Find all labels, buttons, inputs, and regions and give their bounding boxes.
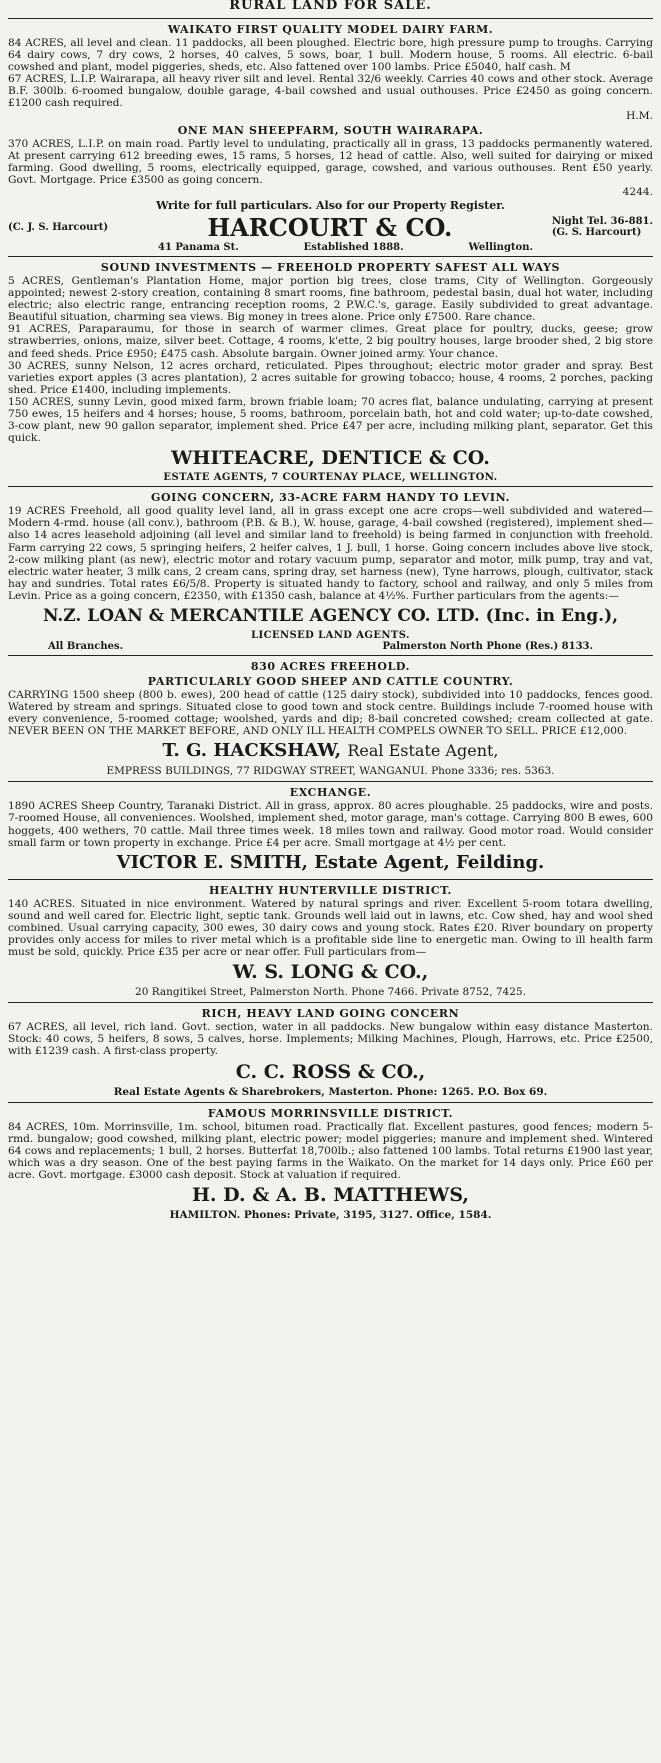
agent-address: EMPRESS BUILDINGS, 77 RIDGWAY STREET, WANGANUI. Phone 3336; res. 5363. bbox=[106, 765, 555, 778]
ad-long bbox=[8, 880, 653, 1003]
agent-role: Real Estate Agent, bbox=[347, 741, 499, 761]
listing-text: 19 ACRES Freehold, all good quality level land, all in grass except one acre crops—well subdivided and watered—Modern 4-rmd. house (all conv.), bathroom (P.B. & B.), W. house, garage, 4-bail cowshed (registered), implement shed—also 14 acres leasehold adjoining (all level and similar land to freehold) is being farmed in conjunction with freehold. Farm carrying 22 cows, 5 springing heifers, 2 heifer calves, 1 J. bull, 1 horse. Going concern includes above live stock, 2-cow milking plant (as new), electric motor and rotary vacuum pump, separator and motor, milk pump, tray and vat, electric water heater, 3 milk cans, 2 cream cans, spring dray, set harness (new), Tyne harrows, plough, cultivator, stack hay and sundries. Total rates £6/5/8. Property is situated handy to factory, school and railway, and only 5 miles from Levin. Price as a going concern, £2350, with £1350 cash, balance at 4½%. Further particulars from the agents:— bbox=[8, 505, 653, 602]
ad-heading: ONE MAN SHEEPFARM, SOUTH WAIRARAPA. bbox=[177, 123, 484, 137]
agent-name: C. C. ROSS & CO., bbox=[235, 1060, 426, 1083]
agent-contact-row bbox=[8, 641, 653, 652]
agent-partner: (G. S. Harcourt) bbox=[551, 227, 642, 239]
agent-name: WHITEACRE, DENTICE & CO. bbox=[171, 447, 490, 470]
agent-address: 41 Panama St. bbox=[158, 241, 239, 253]
agent-address: Real Estate Agents & Sharebrokers, Masterton. Phone: 1265. P.O. Box 69. bbox=[113, 1085, 548, 1098]
agent-name: HARCOURT & CO. bbox=[207, 212, 453, 242]
listing-text: 91 ACRES, Paraparaumu, for those in search of warmer climes. Great place for poultry, ducks, geese; grow strawberries, onions, maize, silver beet. Cottage, 4 rooms, k'ette, 2 big poultry houses, large brooder shed, 2 big store and feed sheds. Price £950; £475 cash. Absolute bargain. Owner joined army. Your chance. bbox=[8, 323, 653, 360]
agent-address: ESTATE AGENTS, 7 COURTENAY PLACE, WELLINGTON. bbox=[163, 472, 498, 484]
agent-name: N.Z. LOAN & MERCANTILE AGENCY CO. LTD. (Inc. in Eng.), bbox=[42, 606, 619, 626]
ad-matthews bbox=[8, 1103, 653, 1225]
ad-harcourt bbox=[8, 18, 653, 257]
agent-address: HAMILTON. Phones: Private, 3195, 3127. Office, 1584. bbox=[169, 1208, 492, 1221]
listing-ref: H.M. bbox=[626, 109, 653, 122]
ad-heading: FAMOUS MORRINSVILLE DISTRICT. bbox=[207, 1106, 454, 1120]
listing-text: 1890 ACRES Sheep Country, Taranaki District. All in grass, approx. 80 acres ploughable. 25 paddocks, wire and posts. 7-roomed House, all conveniences. Woolshed, implement shed, motor garage, man's cottage. Carrying 800 B ewes, 600 hoggets, 400 wethers, 70 cattle. Mail three times week. 18 miles town and railway. Good motor road. Would consider small farm or town property in exchange. Price £4 per acre. Small mortgage at 4½ per cent. bbox=[8, 800, 653, 849]
agent-subtitle: LICENSED LAND AGENTS. bbox=[251, 630, 410, 641]
ad-heading: EXCHANGE. bbox=[289, 786, 372, 800]
agent-partner: (C. J. S. Harcourt) bbox=[8, 221, 109, 233]
ad-hackshaw bbox=[8, 656, 653, 782]
agent-name: VICTOR E. SMITH, Estate Agent, Feilding. bbox=[116, 851, 545, 873]
listing-ref: 4244. bbox=[622, 185, 653, 198]
listing-text: 67 ACRES, L.I.P. Wairarapa, all heavy river silt and level. Rental 32/6 weekly. Carries 40 cows and other stock. Average B.F. 300lb. 6-roomed bungalow, double garage, 4-bail cowshed and usual outhouses. Price £2450 as going concern. £1200 cash required. bbox=[8, 73, 653, 110]
ad-heading: GOING CONCERN, 33-ACRE FARM HANDY TO LEVIN. bbox=[150, 491, 511, 505]
agent-established: Established 1888. bbox=[303, 241, 404, 253]
agent-phone: Palmerston North Phone (Res.) 8133. bbox=[382, 641, 593, 652]
listing-text: 140 ACRES. Situated in nice environment. Watered by natural springs and river. Excellent 5-room totara dwelling, sound and well cared for. Electric light, septic tank. Grounds well laid out in lawns, etc. Cow shed, hay and wool shed combined. Usual carrying capacity, 300 ewes, 30 dairy cows and young stock. Rates £20. River boundary on property provides only access for miles to river metal which is a profitable side line to energetic man. Owing to ill health farm must be sold, quickly. Price £35 per acre or near offer. Full particulars from— bbox=[8, 897, 653, 959]
listing-text: CARRYING 1500 sheep (800 b. ewes), 200 head of cattle (125 dairy stock), subdivided into 10 paddocks, fences good. Watered by stream and springs. Situated close to good town and stock centre. Buildings include 7-roomed house with every convenience, 5-roomed cottage; woolshed, yards and dip; 8-bail concreted cowshed; cream collected at gate. NEVER BEEN ON THE MARKET BEFORE, AND ONLY ILL HEALTH COMPELS OWNER TO SELL. PRICE £12,000. bbox=[8, 689, 653, 738]
agent-name: W. S. LONG & CO., bbox=[232, 961, 429, 984]
ad-whiteacre bbox=[8, 257, 653, 487]
ad-ross bbox=[8, 1003, 653, 1102]
agent-name: H. D. & A. B. MATTHEWS, bbox=[191, 1183, 469, 1206]
agent-branches: All Branches. bbox=[48, 641, 124, 652]
ad-nz-loan bbox=[8, 487, 653, 656]
agent-address-row bbox=[8, 242, 653, 253]
agent-phone bbox=[552, 216, 653, 238]
night-tel: Night Tel. 36-881. bbox=[551, 216, 653, 228]
listing-text: 5 ACRES, Gentleman's Plantation Home, major portion big trees, close trams, City of Wellington. Gorgeously appointed; newest 2-story creation, containing 8 smart rooms, fine bathroom, pedestal basin, dual hot water, including electric; also electric range, entrancing reception rooms, 2 P.W.C.'s, garage. Easily subdivided to great advantage. Beautiful situation, charming sea views. Big money in trees alone. Price only £7500. Rare chance. bbox=[8, 274, 653, 324]
ad-heading: RICH, HEAVY LAND GOING CONCERN bbox=[201, 1007, 460, 1021]
ad-subheading: PARTICULARLY GOOD SHEEP AND CATTLE COUNTRY. bbox=[147, 675, 514, 688]
ad-heading: WAIKATO FIRST QUALITY MODEL DAIRY FARM. bbox=[167, 23, 494, 36]
listing-text: 30 ACRES, sunny Nelson, 12 acres orchard, reticulated. Pipes throughout; electric motor grader and spray. Best varieties export apples (3 acres plantation), 2 acres suitable for growing tobacco; house, 4 rooms, 2 porches, packing shed. Price £1400, including implements. bbox=[8, 359, 653, 396]
agent-name: T. G. HACKSHAW, bbox=[162, 740, 342, 762]
page-title: RURAL LAND FOR SALE. bbox=[229, 0, 432, 13]
agent-line bbox=[8, 739, 653, 763]
ad-heading: SOUND INVESTMENTS — FREEHOLD PROPERTY SAFEST ALL WAYS bbox=[100, 260, 561, 274]
agent-city: Wellington. bbox=[468, 241, 533, 253]
listing-text: 370 ACRES, L.I.P. on main road. Partly level to undulating, practically all in grass, 13 paddocks permanently watered. At present carrying 612 breeding ewes, 15 rams, 5 horses, 12 head of cattle. Also, well suited for dairying or mixed farming. Good dwelling, 5 rooms, electrically equipped, garage, cowshed, and various outhouses. Rent £50 yearly. Govt. Mortgage. Price £3500 as going concern. bbox=[8, 137, 653, 186]
ad-smith bbox=[8, 782, 653, 879]
listing-text: 150 ACRES, sunny Levin, good mixed farm, brown friable loam; 70 acres flat, balance undulating, carrying at present 750 ewes, 15 heifers and 4 horses; house, 5 rooms, bathroom, porcelain bath, hot and cold water; up-to-date cowshed, 3-cow plant, new 90 gallon separator, implement shed. Price £47 per acre, including milking plant, separator. Get this quick. bbox=[8, 395, 653, 445]
listing-text: 84 ACRES, 10m. Morrinsville, 1m. school, bitumen road. Practically flat. Excellent pastures, good fences; modern 5-rmd. bungalow; good cowshed, milking plant, electric power; model piggeries; manure and implement shed. Wintered 64 cows and replacements; 1 bull, 2 horses. Butterfat 18,700lb.; also fattened 100 lambs. Total returns £1900 last year, which was a dry season. One of the best paying farms in the Waikato. On the market for 14 days only. Price £60 per acre. Govt. mortgage. £3000 cash deposit. Stock at valuation if required. bbox=[8, 1120, 653, 1181]
ad-note: Write for full particulars. Also for our Property Register. bbox=[156, 198, 505, 212]
ad-heading: HEALTHY HUNTERVILLE DISTRICT. bbox=[209, 883, 452, 897]
agent-header bbox=[8, 213, 653, 242]
ad-heading: 830 ACRES FREEHOLD. bbox=[250, 660, 411, 673]
agent-address: 20 Rangitikei Street, Palmerston North. Phone 7466. Private 8752, 7425. bbox=[135, 986, 526, 999]
listing-text: 84 ACRES, all level and clean. 11 paddocks, all been ploughed. Electric bore, high pressure pump to troughs. Carrying 64 dairy cows, 7 dry cows, 2 horses, 40 calves, 5 sows, boar, 1 bull. Modern house, 5 rooms. All electric. 6-bail cowshed and plant, model piggeries, sheds, etc. Also fattened over 100 lambs. Price £5040, half cash. M bbox=[8, 37, 653, 74]
listing-text: 67 ACRES, all level, rich land. Govt. section, water in all paddocks. New bungalow within easy distance Masterton. Stock: 40 cows, 5 heifers, 8 sows, 5 calves, horse. Implements; Milking Machines, Plough, Harrows, etc. Price £2500, with £1239 cash. A first-class property. bbox=[8, 1021, 653, 1058]
